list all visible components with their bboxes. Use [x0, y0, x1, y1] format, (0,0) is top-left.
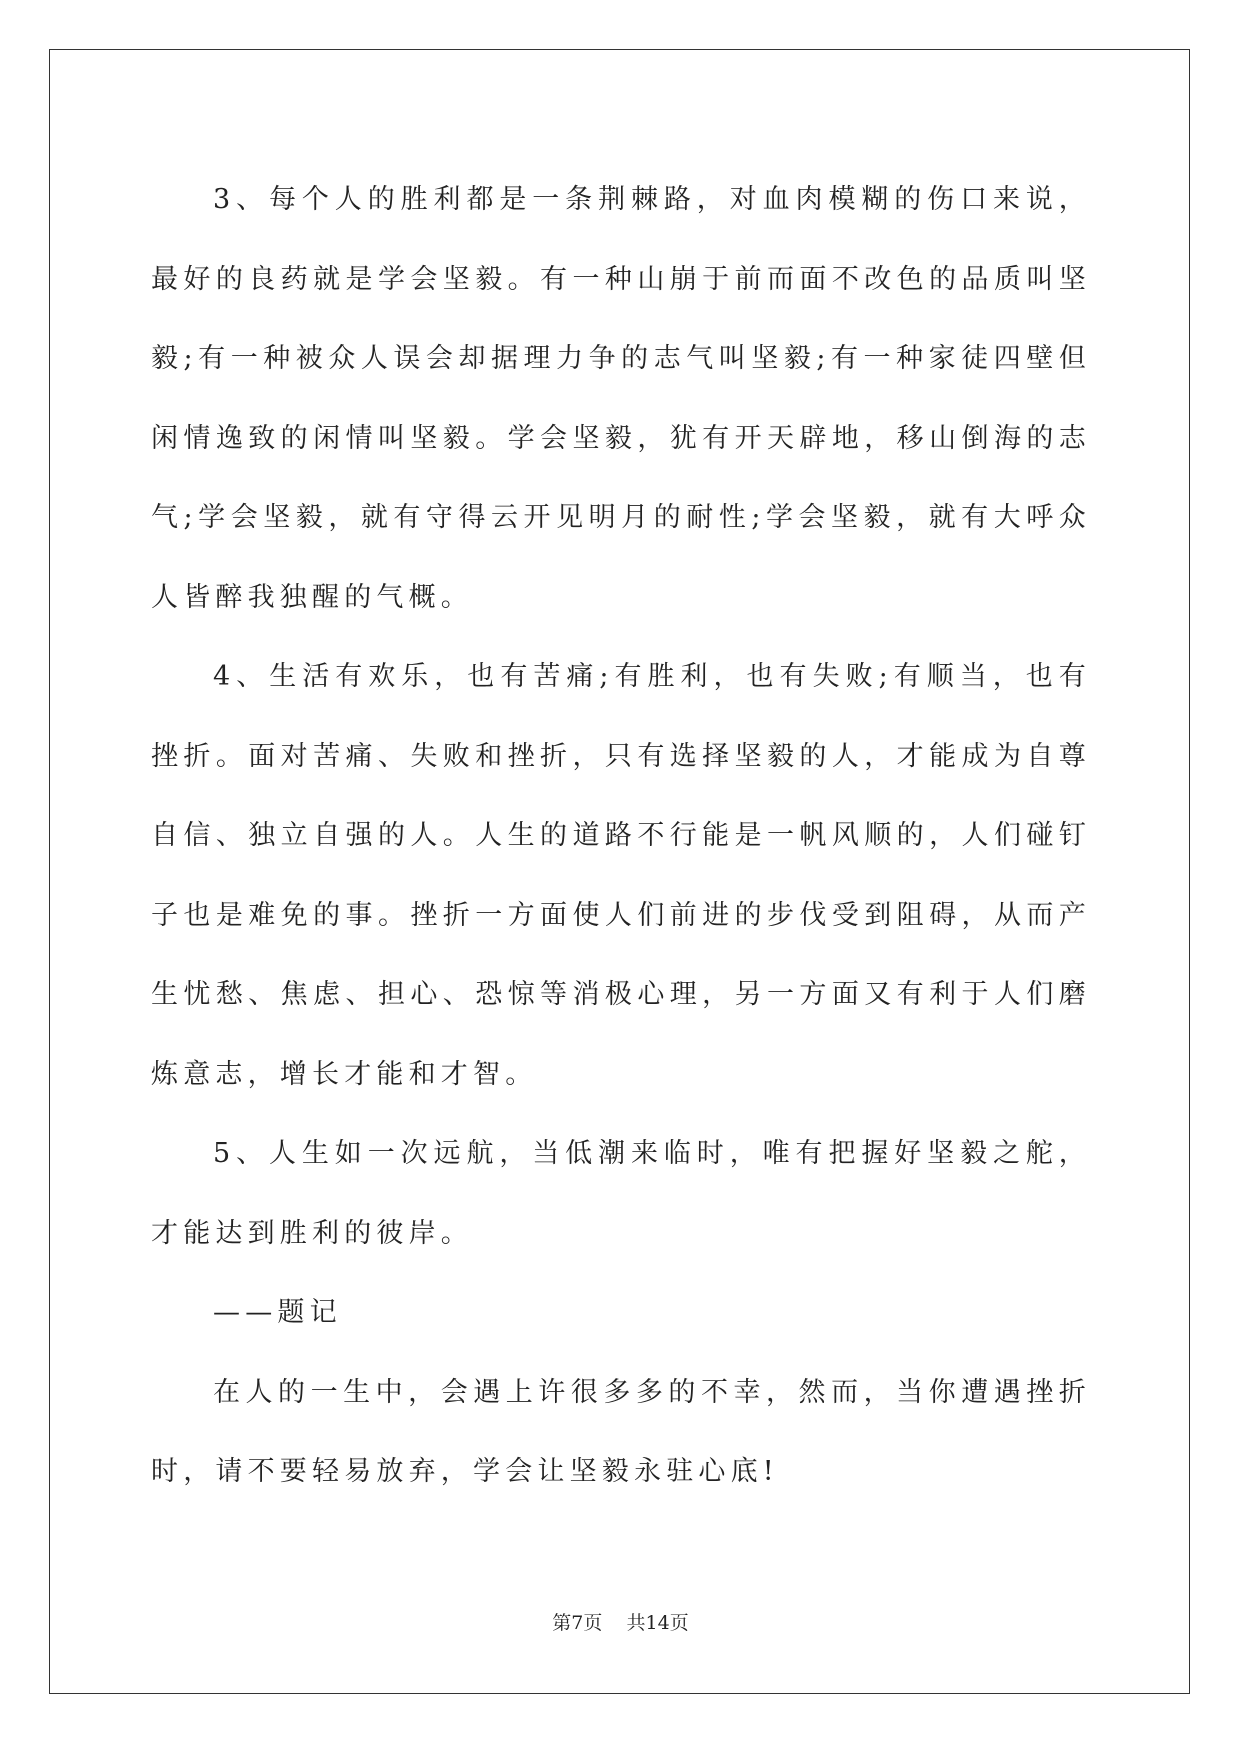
page-footer [0, 1608, 1241, 1635]
paragraph-4: 4、生活有欢乐，也有苦痛;有胜利，也有失败;有顺当，也有挫折。面对苦痛、失败和挫折，只有选择坚毅的人，才能成为自尊自信、独立自强的人。人生的道路不行能是一帆风顺的，人们碰钉子也是难免的事。挫折一方面使人们前进的步伐受到阻碍，从而产生忧愁、焦虑、担心、恐惊等消极心理，另一方面又有利于人们磨炼意志，增长才能和才智。 [151, 661, 1091, 1090]
epigraph-signature: ——题记 [213, 1297, 342, 1328]
document-body [151, 160, 1091, 1512]
paragraph-3: 3、每个人的胜利都是一条荆棘路，对血肉模糊的伤口来说，最好的良药就是学会坚毅。有一种山崩于前而面不改色的品质叫坚毅;有一种被众人误会却据理力争的志气叫坚毅;有一种家徒四壁但闲情逸致的闲情叫坚毅。学会坚毅，犹有开天辟地，移山倒海的志气;学会坚毅，就有守得云开见明月的耐性;学会坚毅，就有大呼众人皆醉我独醒的气概。 [151, 184, 1091, 613]
page-number: 第7页 [552, 1612, 603, 1634]
page-total: 共14页 [626, 1612, 689, 1634]
paragraph-intro: 在人的一生中，会遇上许很多多的不幸，然而，当你遭遇挫折时，请不要轻易放弃，学会让坚毅永驻心底! [151, 1376, 1091, 1487]
paragraph-5: 5、人生如一次远航，当低潮来临时，唯有把握好坚毅之舵，才能达到胜利的彼岸。 [151, 1138, 1091, 1249]
